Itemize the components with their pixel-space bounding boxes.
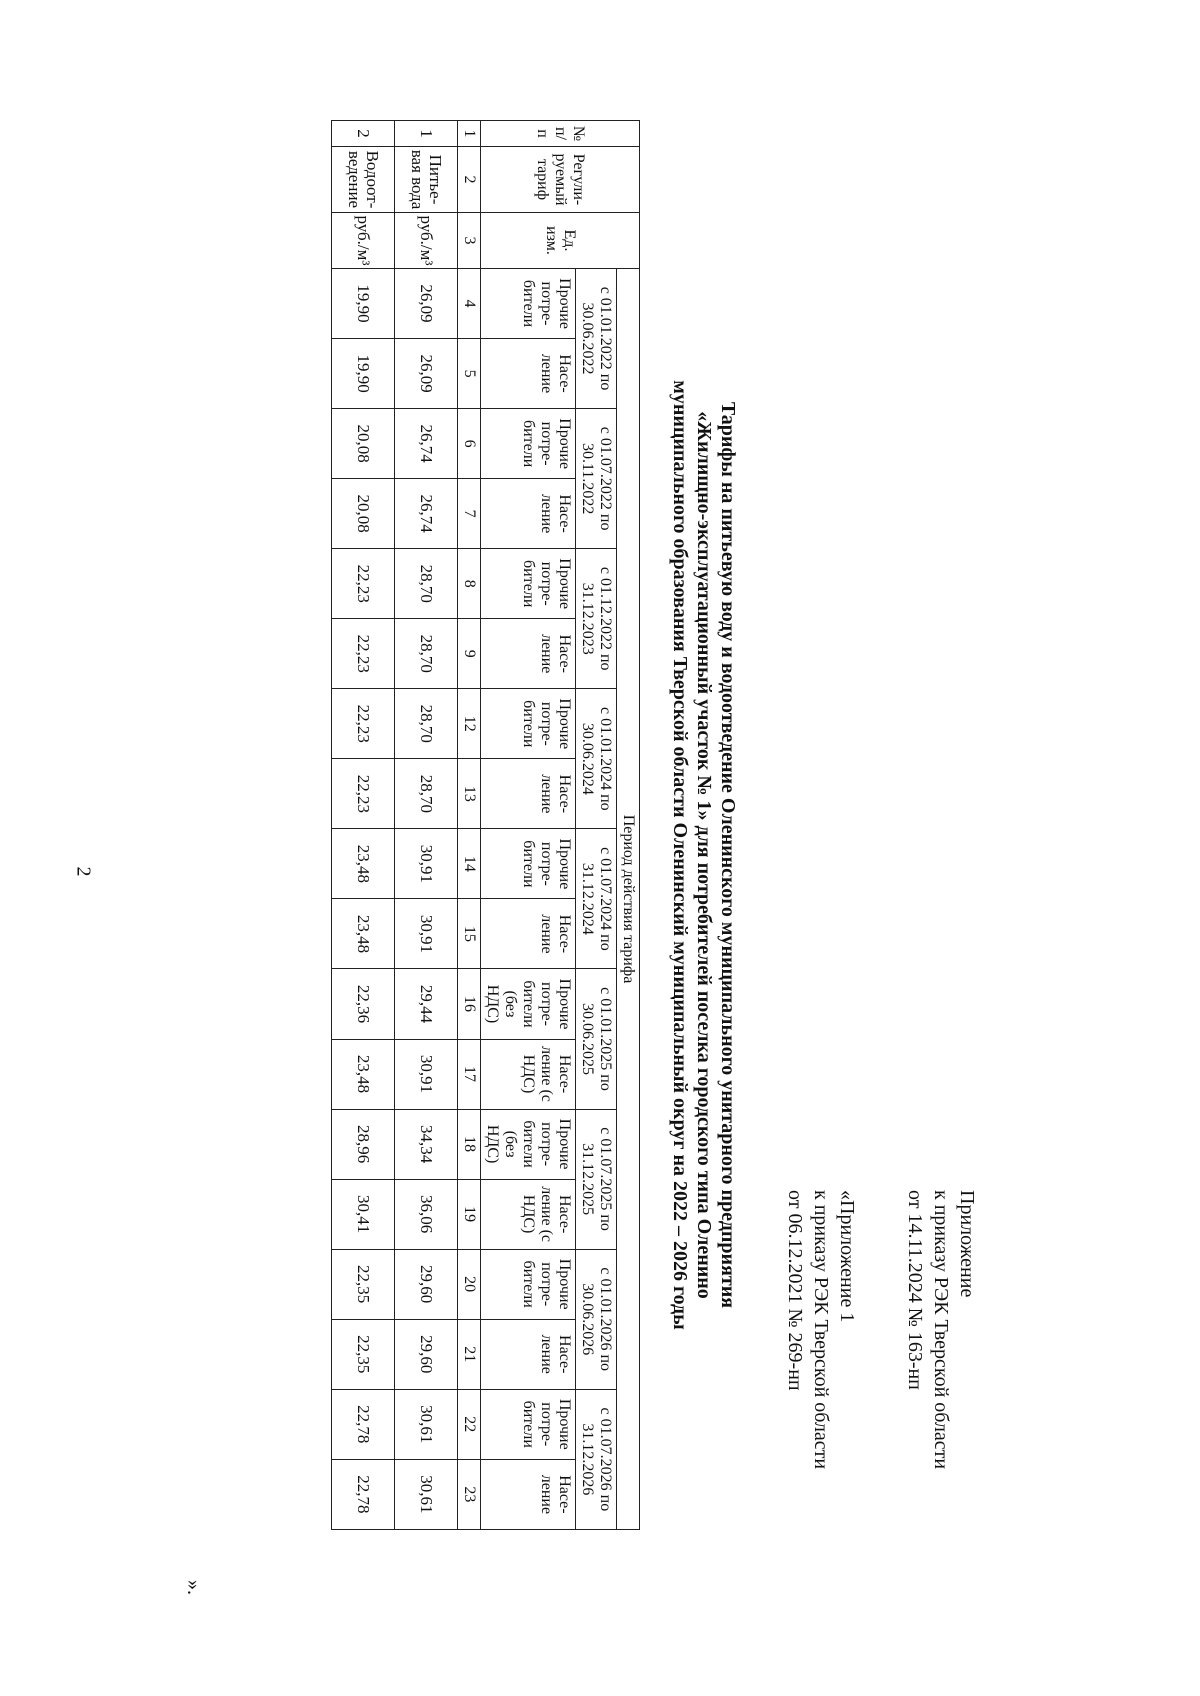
annex-current-line1: Приложение — [956, 1190, 978, 1298]
consumer-label: Прочие потре-бители — [481, 1389, 576, 1459]
header-row-periods — [576, 121, 617, 1530]
header-tariff: Регули-руемый тариф — [481, 147, 640, 213]
tariff-value: 29,60 — [395, 1249, 458, 1319]
period-cell: с 01.01.2022 по 30.06.2022 — [576, 269, 617, 409]
column-number: 15 — [458, 899, 481, 969]
annex-previous-line1: «Приложение 1 — [836, 1190, 858, 1323]
column-number: 8 — [458, 549, 481, 619]
rotated-document-sheet — [130, 80, 1010, 1640]
tariff-value: 30,91 — [395, 1039, 458, 1109]
row-unit: руб./м³ — [395, 213, 458, 269]
column-number: 6 — [458, 409, 481, 479]
document-title — [668, 230, 740, 1480]
annex-previous-line3: от 06.12.2021 № 269-нп — [784, 1190, 806, 1391]
consumer-label: Насе-ление — [481, 899, 576, 969]
consumer-label: Насе-ление — [481, 1459, 576, 1529]
consumer-label: Прочие потре-бители (без НДС) — [481, 1109, 576, 1179]
column-number-row — [458, 121, 481, 1530]
tariff-value: 22,23 — [332, 759, 395, 829]
tariff-value: 28,70 — [395, 689, 458, 759]
row-tariff-name: Питье-вая вода — [395, 147, 458, 213]
tariff-value: 28,70 — [395, 549, 458, 619]
period-cell: с 01.07.2025 по 31.12.2025 — [576, 1109, 617, 1249]
row-unit: руб./м³ — [332, 213, 395, 269]
tariff-value: 29,44 — [395, 969, 458, 1039]
tariff-value: 28,96 — [332, 1109, 395, 1179]
tariff-value: 30,91 — [395, 829, 458, 899]
tariff-value: 22,35 — [332, 1249, 395, 1319]
tariff-value: 26,74 — [395, 479, 458, 549]
tariff-value: 22,23 — [332, 689, 395, 759]
tariff-value: 23,48 — [332, 899, 395, 969]
consumer-label: Прочие потре-бители — [481, 829, 576, 899]
column-number: 22 — [458, 1389, 481, 1459]
consumer-label: Прочие потре-бители — [481, 269, 576, 339]
consumer-label: Насе-ление — [481, 479, 576, 549]
consumer-label: Прочие потре-бители — [481, 549, 576, 619]
header-row-top — [617, 121, 640, 1530]
header-row-consumers — [481, 121, 576, 1530]
annex-previous — [782, 1190, 860, 1469]
tariff-value: 28,70 — [395, 759, 458, 829]
period-cell: с 01.07.2026 по 31.12.2026 — [576, 1389, 617, 1529]
table-row — [395, 121, 458, 1530]
column-number: 4 — [458, 269, 481, 339]
header-no: № п/п — [481, 121, 640, 147]
consumer-label: Прочие потре-бители — [481, 689, 576, 759]
tariff-value: 26,09 — [395, 339, 458, 409]
tariff-value: 22,23 — [332, 549, 395, 619]
header-unit: Ед. изм. — [481, 213, 640, 269]
tariff-table — [331, 120, 640, 1530]
period-cell: с 01.01.2026 по 30.06.2026 — [576, 1249, 617, 1389]
period-cell: с 01.07.2024 по 31.12.2024 — [576, 829, 617, 969]
period-cell: с 01.07.2022 по 30.11.2022 — [576, 409, 617, 549]
column-number: 7 — [458, 479, 481, 549]
consumer-label: Насе-ление — [481, 619, 576, 689]
tariff-value: 22,78 — [332, 1459, 395, 1529]
column-number: 14 — [458, 829, 481, 899]
tariff-value: 29,60 — [395, 1319, 458, 1389]
tariff-value: 22,36 — [332, 969, 395, 1039]
tariff-value: 26,09 — [395, 269, 458, 339]
title-line2: «Жилищно-эксплуатационный участок № 1» для потребителей поселка городского типа Оленино — [693, 411, 715, 1299]
column-number: 3 — [458, 213, 481, 269]
page-number: 2 — [72, 866, 95, 877]
consumer-label: Насе-ление — [481, 339, 576, 409]
period-cell: с 01.01.2024 по 30.06.2024 — [576, 689, 617, 829]
closing-quote-mark: ». — [183, 1580, 205, 1595]
tariff-value: 19,90 — [332, 269, 395, 339]
column-number: 5 — [458, 339, 481, 409]
column-number: 13 — [458, 759, 481, 829]
row-number: 1 — [395, 121, 458, 147]
row-number: 2 — [332, 121, 395, 147]
column-number: 20 — [458, 1249, 481, 1319]
column-number: 17 — [458, 1039, 481, 1109]
annex-previous-line2: к приказу РЭК Тверской области — [810, 1190, 832, 1470]
tariff-value: 30,61 — [395, 1459, 458, 1529]
tariff-value: 30,91 — [395, 899, 458, 969]
header-period: Период действия тарифа — [617, 269, 640, 1530]
column-number: 2 — [458, 147, 481, 213]
table-row — [332, 121, 395, 1530]
title-line3: муниципального образования Тверской области Оленинский муниципальный округ на 2022 – 2026 годы — [669, 380, 691, 1330]
tariff-value: 30,61 — [395, 1389, 458, 1459]
column-number: 18 — [458, 1109, 481, 1179]
column-number: 19 — [458, 1179, 481, 1249]
tariff-value: 26,74 — [395, 409, 458, 479]
tariff-value: 36,06 — [395, 1179, 458, 1249]
column-number: 16 — [458, 969, 481, 1039]
period-cell: с 01.01.2025 по 30.06.2025 — [576, 969, 617, 1109]
column-number: 21 — [458, 1319, 481, 1389]
consumer-label: Насе-ление — [481, 759, 576, 829]
consumer-label: Насе-ление (с НДС) — [481, 1039, 576, 1109]
tariff-value: 30,41 — [332, 1179, 395, 1249]
annex-current-line3: от 14.11.2024 № 163-нп — [904, 1190, 926, 1390]
tariff-value: 19,90 — [332, 339, 395, 409]
tariff-value: 23,48 — [332, 1039, 395, 1109]
period-cell: с 01.12.2022 по 31.12.2023 — [576, 549, 617, 689]
tariff-value: 28,70 — [395, 619, 458, 689]
annex-current-line2: к приказу РЭК Тверской области — [930, 1190, 952, 1470]
row-tariff-name: Водоот-ведение — [332, 147, 395, 213]
title-line1: Тарифы на питьевую воду и водоотведение Оленинского муниципального унитарного предприятия — [717, 401, 739, 1309]
tariff-value: 22,78 — [332, 1389, 395, 1459]
consumer-label: Насе-ление (с НДС) — [481, 1179, 576, 1249]
tariff-value: 23,48 — [332, 829, 395, 899]
tariff-value: 20,08 — [332, 409, 395, 479]
tariff-value: 22,23 — [332, 619, 395, 689]
consumer-label: Прочие потре-бители — [481, 409, 576, 479]
column-number: 9 — [458, 619, 481, 689]
consumer-label: Прочие потре-бители — [481, 1249, 576, 1319]
tariff-value: 20,08 — [332, 479, 395, 549]
tariff-value: 22,35 — [332, 1319, 395, 1389]
tariff-value: 34,34 — [395, 1109, 458, 1179]
consumer-label: Прочие потре-бители (без НДС) — [481, 969, 576, 1039]
annex-current — [902, 1190, 980, 1469]
consumer-label: Насе-ление — [481, 1319, 576, 1389]
column-number: 12 — [458, 689, 481, 759]
column-number: 23 — [458, 1459, 481, 1529]
column-number: 1 — [458, 121, 481, 147]
